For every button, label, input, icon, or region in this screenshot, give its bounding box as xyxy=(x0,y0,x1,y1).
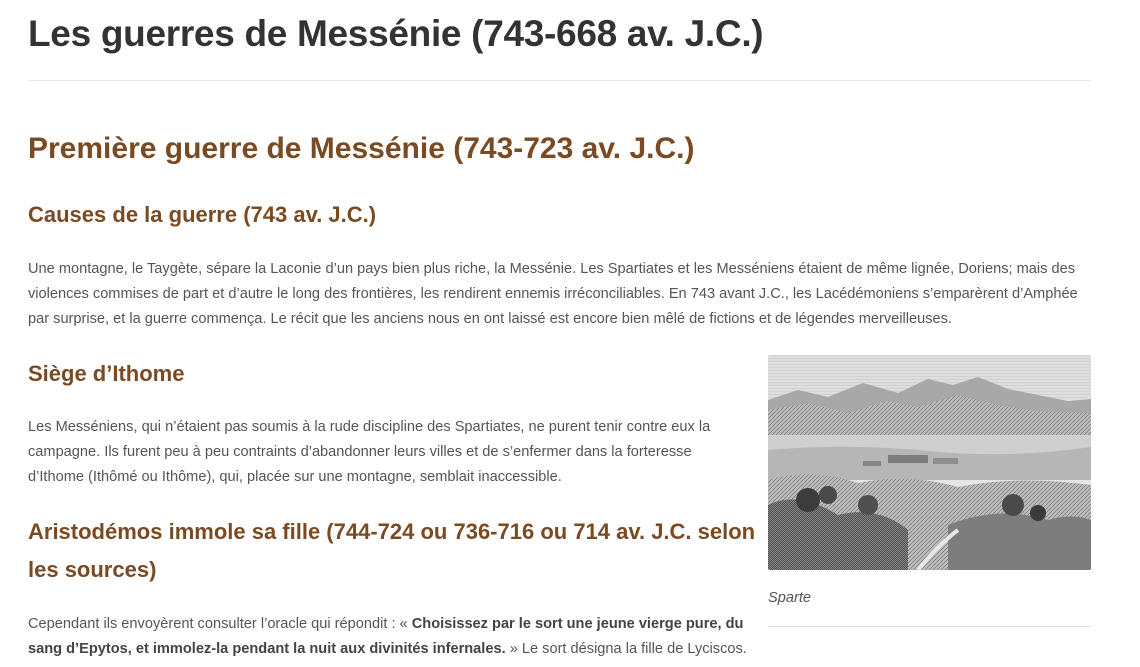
aristodemos-text-before: Cependant ils envoyèrent consulter l’oracle qui répondit : « xyxy=(28,616,412,632)
section-title: Première guerre de Messénie (743-723 av. J.C.) xyxy=(28,132,695,165)
sparta-figure xyxy=(768,355,1091,627)
siege-heading: Siège d’Ithome xyxy=(28,361,185,386)
article-content xyxy=(28,0,1091,657)
engraving-landscape-image[interactable] xyxy=(768,355,1091,570)
siege-paragraph: Les Messéniens, qui n’étaient pas soumis à la rude discipline des Spartiates, ne purent tenir contre eux la campagne. Ils furent peu à peu contraints d’abandonner leurs villes et de s’enfermer dans la forteresse d’Ithome (Ithômé ou Ithôme), qui, placée sur une montagne, semblait inaccessible. xyxy=(28,419,711,485)
title-divider xyxy=(28,80,1091,81)
causes-heading: Causes de la guerre (743 av. J.C.) xyxy=(28,202,377,227)
aristodemos-heading: Aristodémos immole sa fille (744-724 ou 736-716 ou 714 av. J.C. selon les sources) xyxy=(28,519,756,582)
causes-paragraph: Une montagne, le Taygète, sépare la Laconie d’un pays bien plus riche, la Messénie. Les Spartiates et les Messéniens étaient de même lignée, Doriens; mais des violences commises de part et d’autre le long des frontières, les rendirent ennemis irréconciliables. En 743 avant J.C., les Lacédémoniens s’emparèrent d’Amphée par surprise, et la guerre commença. Le récit que les anciens nous en ont laissé est encore bien mêlé de fictions et de légendes merveilleuses. xyxy=(28,261,1078,327)
oracle-quote: Choisissez par le sort une jeune vierge pure, du sang d’Epytos, et immolez-la pendant la nuit aux divinités infernales. xyxy=(28,616,744,657)
aristodemos-text-after: » Le sort désigna la fille de Lyciscos. xyxy=(505,641,747,657)
figure-divider xyxy=(768,626,1091,627)
figure-caption: Sparte xyxy=(768,590,811,606)
aristodemos-paragraph xyxy=(28,612,753,662)
page-title: Les guerres de Messénie (743-668 av. J.C.) xyxy=(28,13,764,54)
